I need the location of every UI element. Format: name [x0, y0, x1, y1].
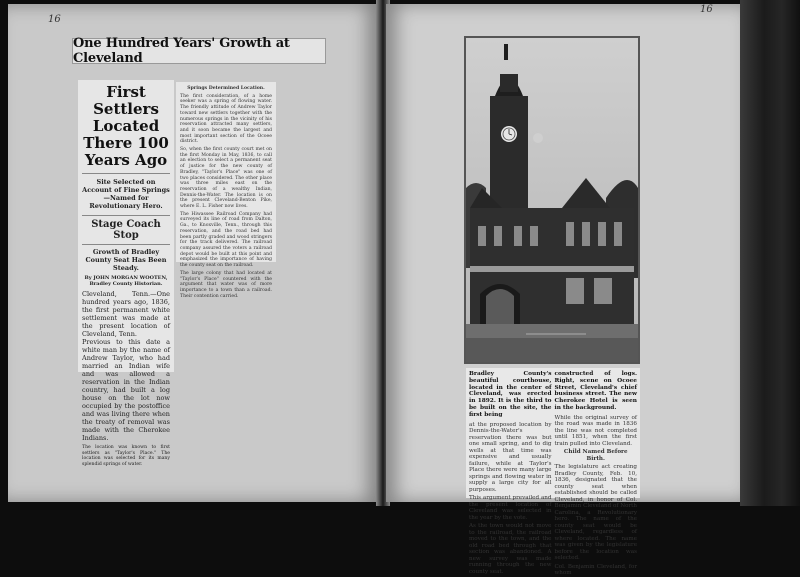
article-paragraph: at the proposed location by Dennis-the-Water's reservation there was but one small spring, and to dig wells at that time was expensive and usually failure, while at Taylor's Place there were many large springs and flowing water in supply a large city for all purposes. [469, 421, 552, 493]
article-paragraph: The first consideration, of a home seeker was a spring of flowing water. The friendly attitude of Andrew Taylor toward new settlers together with the numerous springs in the vicinity of his reservation attracted many settlers, and it soon became the largest and most important section of the Ocoee district. [180, 93, 272, 145]
article-byline: By JOHN MORGAN WOOTEN, Bradley County Historian. [84, 275, 168, 287]
article-main-headline: First Settlers Located There 100 Years Ago [82, 84, 170, 174]
courthouse-illustration [466, 38, 638, 362]
page-number-right: 16 [700, 4, 713, 15]
article-clipping-left [78, 80, 174, 467]
article-deck: Site Selected on Account of Fine Springs—Named for Revolutionary Hero. [82, 178, 170, 210]
article-column [554, 371, 638, 577]
article-paragraph: The large colony that had located at "Taylor's Place" countered with the argument that water was of more importance to a town than a railroad. Their contention carried. [180, 270, 272, 299]
article-deck-2: Growth of Bradley County Seat Has Been Steady. [85, 248, 167, 272]
article-column [469, 371, 552, 575]
photo-caption-continued: constructed of logs. Right, scene on Ocoee Street, Cleveland's chief business street. The new Cherokee Hotel is seen in the background. [554, 371, 637, 411]
page-number-left: 16 [48, 14, 61, 25]
article-paragraph: This argument prevailed and the present location of Cleveland was selected in the year by the vote. [469, 495, 552, 521]
courthouse-photo [464, 36, 640, 364]
article-paragraph: The legislature act creating Bradley County, Feb. 10, 1836, designated that the county seat when established should be called Cleveland, in honor of Col. Benjamin Cleveland of North Carolina, a Revolutionary hero. The name of the county seat would be Cleveland, regardless of where located. The name was given by the legislature before the location was selected. [554, 464, 638, 562]
page-edges [740, 0, 800, 506]
article-paragraph: Previous to this date a white man by the name of Andrew Taylor, who had married an Indian wife and was allowed a reservation in the Indian country, had built a log house on the lot now occupied by the postoffice and was living there when the treaty of removal was made with the Cherokee Indians. [82, 338, 170, 442]
article-paragraph: The Hiwassee Railroad Company had surveyed its line of road from Dalton, Ga., to Knoxville, Tenn., through this reservation, and the road bed had been partly graded and wood stringers for the track delivered. The railroad company assured the voters a railroad depot would be built at this point and emphasized the importance of having the county seat on the railroad. [180, 211, 272, 269]
article-paragraph: While the original survey of the road was made in 1836 the line was not completed until 1851, when the first train pulled into Cleveland. [554, 414, 637, 447]
article-subhead: Stage Coach Stop [82, 215, 170, 245]
headline-clipping: One Hundred Years' Growth at Cleveland [72, 38, 326, 64]
article-subhead: Child Named Before Birth. [563, 449, 628, 462]
article-paragraph: Cleveland, Tenn.—One hundred years ago, 1836, the first permanent white settlement was made at the present location of Cleveland, Tenn. [82, 290, 170, 338]
article-clipping-middle [176, 82, 276, 299]
article-subhead: Springs Determined Location. [187, 86, 265, 91]
article-paragraph: As the town would not move to the railroad, the railroad moved to the town, and the old road bed through that section was abandoned. A new survey was made running through the new county seat. [469, 523, 552, 575]
article-clipping-right [466, 368, 640, 577]
article-paragraph: The location was known to first settlers as "Taylor's Place." The location was selected for its many splendid springs of water. [82, 445, 170, 467]
article-paragraph: Col. Benjamin Cleveland, for whom [554, 563, 637, 577]
article-paragraph: So, when the first county court met on the first Monday in May, 1836, to call an election to select a permanent seat of justice for the new county of Bradley, "Taylor's Place" was one of two places considered. The other place was three miles east on the reservation of a wealthy Indian, Dennis-the-Water. The location is on the present Cleveland-Benton Pike, where E. L. Fisher now lives. [180, 147, 272, 210]
photo-caption: Bradley County's beautiful courthouse, located in the center of Cleveland, was erected in 1892. It is the third to be built on the site, the first being [469, 371, 552, 418]
